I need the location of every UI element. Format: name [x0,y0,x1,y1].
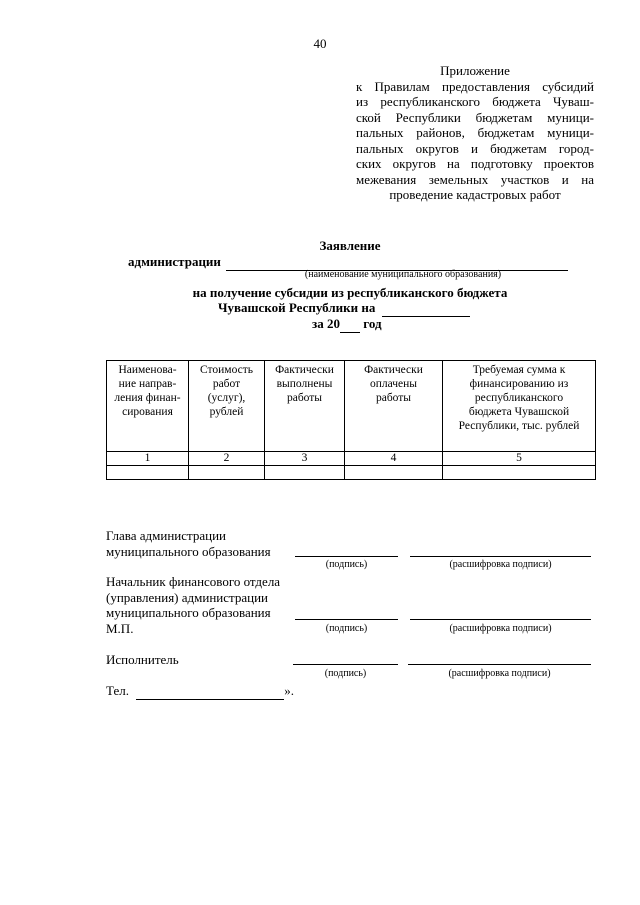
header-cell-direction: Наименова- ние направ- ления финан- сирования [107,361,189,452]
column-number: 3 [265,452,345,466]
year-field[interactable] [340,316,360,333]
column-number: 2 [189,452,265,466]
table-cell[interactable] [443,466,596,480]
table-row [107,466,596,480]
finance-label: Начальник финансового отдела (управления) администрации муниципального образования М.П. [106,574,281,636]
table-header-row [107,361,596,452]
executor-signature-line[interactable] [293,664,398,665]
purpose-line: на получение субсидии из республиканского бюджета [192,285,508,300]
head-label: Глава администрации муниципального образования [106,528,271,559]
column-number: 5 [443,452,596,466]
finance-signature-line[interactable] [295,619,398,620]
appendix-title: Приложение [440,63,510,78]
executor-decoding-line[interactable] [408,664,591,665]
head-decoding-caption: (расшифровка подписи) [449,559,552,570]
year-suffix: год [363,316,382,331]
finance-decoding-line[interactable] [410,619,591,620]
phone-field[interactable] [136,683,284,700]
header-cell-performed: Фактически выполнены работы [265,361,345,452]
executor-label: Исполнитель [106,652,179,667]
appendix-line: к Правилам предоставления субсидий [356,78,594,94]
table-cell[interactable] [107,466,189,480]
phone-end: ». [284,683,294,698]
appendix-line: из республиканского бюджета Чуваш- [356,94,594,109]
table-number-row [107,452,596,466]
page-number: 40 [313,36,327,51]
header-cell-required-sum: Требуемая сумма к финансированию из республиканского бюджета Чувашской Республики, тыс. рублей [443,361,596,452]
appendix-line: ских округов на подготовку проектов [356,156,594,171]
finance-decoding-caption: (расшифровка подписи) [449,623,552,634]
appendix-block [356,63,594,203]
period-field[interactable] [382,300,470,317]
executor-signature-caption: (подпись) [324,668,367,679]
column-number: 1 [107,452,189,466]
executor-decoding-caption: (расшифровка подписи) [448,668,551,679]
subsidy-table [106,360,596,480]
table-cell[interactable] [345,466,443,480]
appendix-line: проведение кадастровых работ [389,187,561,202]
admin-hint: (наименование муниципального образования) [304,269,502,280]
column-number: 4 [345,452,443,466]
head-signature-line[interactable] [295,556,398,557]
phone-label: Тел. [106,683,129,698]
stamp-label: М.П. [106,620,134,636]
header-cell-cost: Стоимость работ (услуг), рублей [189,361,265,452]
head-signature-caption: (подпись) [325,559,368,570]
appendix-line: ской Республики бюджетам муници- [356,109,594,125]
head-decoding-line[interactable] [410,556,591,557]
year-row [312,316,382,333]
application-title: Заявление [319,238,381,253]
table-cell[interactable] [189,466,265,480]
appendix-line: пальных округов и бюджетам город- [356,140,594,156]
phone-row [106,683,294,700]
republic-label: Чувашской Республики на [218,300,376,315]
appendix-line: пальных районов, бюджетам муници- [356,125,594,140]
table-cell[interactable] [265,466,345,480]
header-cell-paid: Фактически оплачены работы [345,361,443,452]
finance-signature-caption: (подпись) [325,623,368,634]
admin-label: администрации [128,254,221,269]
year-prefix: за 20 [312,316,340,331]
republic-row [218,300,470,317]
appendix-line: межевания земельных участков и на [356,171,594,187]
